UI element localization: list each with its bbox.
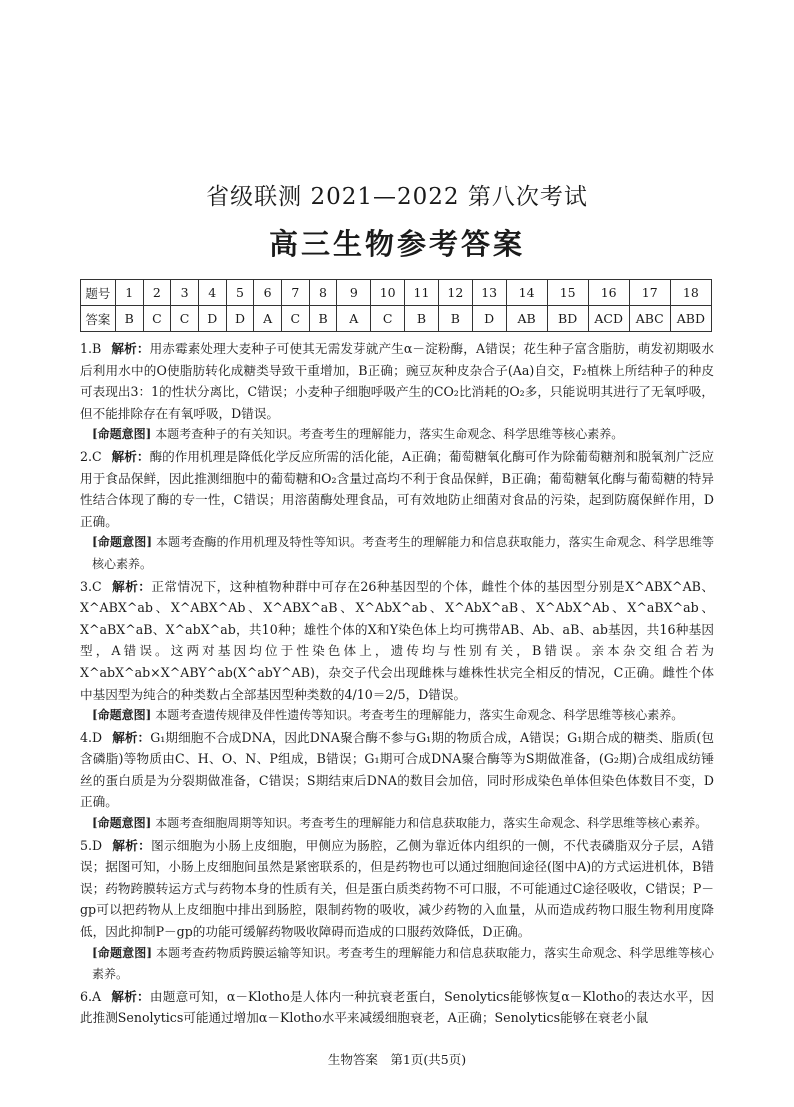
- answer-cell: B: [115, 306, 143, 332]
- question-number-cell: 3: [171, 280, 199, 306]
- question-answer-key: 2.C: [80, 448, 102, 464]
- question-number-cell: 12: [438, 280, 472, 306]
- intent-label: [命题意图]: [92, 816, 152, 831]
- intent-label: [命题意图]: [92, 708, 152, 723]
- question-explanation: [80, 446, 714, 532]
- question-explanation: [80, 576, 714, 706]
- answer-cell: B: [309, 306, 337, 332]
- question-number-cell: 15: [547, 280, 588, 306]
- question-number-cell: 11: [405, 280, 439, 306]
- question-answer-key: 5.D: [80, 837, 103, 853]
- question-number-cell: 4: [198, 280, 226, 306]
- row-label: 答案: [81, 306, 116, 332]
- answer-cell: B: [438, 306, 472, 332]
- question-number-cell: 9: [337, 280, 371, 306]
- answer-cell: ACD: [588, 306, 629, 332]
- question-answer-key: 1.B: [80, 341, 102, 356]
- question-answer-key: 6.A: [80, 988, 102, 1004]
- question-number-cell: 14: [506, 280, 547, 306]
- analysis-label: 解析：: [111, 578, 152, 594]
- question-answer-key: 4.D: [80, 729, 103, 745]
- question-intent: [80, 705, 714, 727]
- answer-cell: AB: [506, 306, 547, 332]
- question-intent: [80, 424, 714, 446]
- analysis-text: 酶的作用机理是降低化学反应所需的活化能，A正确；葡萄糖氧化酶可作为除葡萄糖剂和脱氧剂广泛应用于食品保鲜，因此推测细胞中的葡萄糖和O₂含量过高均不利于食品保鲜，B正确；葡萄糖氧化酶与葡萄糖的特异性结合体现了酶的专一性，C错误；用溶菌酶处理食品，可有效地防止细菌对食品的污染，起到防腐保鲜作用，D正确。: [80, 448, 714, 529]
- answer-cell: BD: [547, 306, 588, 332]
- intent-label: [命题意图]: [92, 535, 153, 550]
- answer-cell: A: [254, 306, 282, 332]
- analysis-text: 用赤霉素处理大麦种子可使其无需发芽就产生α－淀粉酶，A错误；花生种子富含脂肪，萌发初期吸水后利用水中的O使脂肪转化成糖类导致干重增加，B正确；豌豆灰种皮杂合子(Aa)自交，F₂植株上所结种子的种皮可表现出3：1的性状分离比，C错误；小麦种子细胞呼吸产生的CO₂比消耗的O₂多，只能说明其进行了无氧呼吸，但不能排除存在有氧呼吸，D错误。: [80, 341, 714, 421]
- document-title: 高三生物参考答案: [268, 227, 525, 261]
- intent-label: [命题意图]: [92, 427, 152, 442]
- answer-cell: D: [472, 306, 506, 332]
- answer-cell: D: [226, 306, 254, 332]
- question-number-cell: 18: [670, 280, 711, 306]
- analysis-label: 解析：: [111, 341, 150, 356]
- question-number-cell: 16: [588, 280, 629, 306]
- intent-text: 本题考查酶的作用机理及特性等知识。考查考生的理解能力和信息获取能力，落实生命观念、科学思维等核心素养。: [92, 535, 714, 571]
- question-explanation: [80, 727, 714, 813]
- question-number-cell: 2: [143, 280, 171, 306]
- analysis-text: 正常情况下，这种植物种群中可存在26种基因型的个体，雌性个体的基因型分别是X^ABX^AB、X^ABX^ab、X^ABX^Ab、X^ABX^aB、X^AbX^ab、X^AbX^aB、X^AbX^Ab、X^aBX^ab、X^aBX^aB、X^abX^ab，共10种；雄性个体的X和Y染色体上均可携带AB、Ab、aB、ab基因，共16种基因型，A错误。这两对基因均位于性染色体上，遗传均与性别有关，B错误。亲本杂交组合若为X^abX^ab×X^ABY^ab(X^abY^AB)，杂交子代会出现雌株与雄株性状完全相反的情况，C正确。雌性个体中基因型为纯合的种类数占全部基因型种类数的4/10＝2/5，D错误。: [80, 578, 715, 702]
- question-number-cell: 7: [282, 280, 310, 306]
- intent-text: 本题考查细胞周期等知识。考查考生的理解能力和信息获取能力，落实生命观念、科学思维等核心素养。: [155, 816, 708, 831]
- answer-cell: C: [143, 306, 171, 332]
- question-number-cell: 17: [629, 280, 670, 306]
- question-explanation: [80, 835, 714, 943]
- question-number-cell: 6: [254, 280, 282, 306]
- answer-table: [80, 279, 712, 332]
- question-number-cell: 10: [371, 280, 405, 306]
- intent-text: 本题考查遗传规律及伴性遗传等知识。考查考生的理解能力，落实生命观念、科学思维等核心素养。: [155, 708, 684, 723]
- intent-label: [命题意图]: [92, 945, 153, 960]
- answer-cell: C: [171, 306, 199, 332]
- analysis-label: 解析：: [112, 837, 152, 853]
- answer-explanations: [80, 338, 714, 1029]
- question-number-cell: 8: [309, 280, 337, 306]
- answer-cell: C: [282, 306, 310, 332]
- intent-text: 本题考查种子的有关知识。考查考生的理解能力，落实生命观念、科学思维等核心素养。: [155, 427, 624, 442]
- analysis-label: 解析：: [111, 988, 150, 1004]
- question-explanation: [80, 338, 714, 424]
- answer-cell: ABD: [670, 306, 711, 332]
- answer-row: [81, 306, 712, 332]
- question-number-cell: 5: [226, 280, 254, 306]
- answer-cell: D: [198, 306, 226, 332]
- question-answer-key: 3.C: [80, 578, 102, 594]
- analysis-label: 解析：: [112, 729, 151, 745]
- analysis-text: 图示细胞为小肠上皮细胞，甲侧应为肠腔，乙侧为靠近体内组织的一侧，不代表磷脂双分子层，A错误；据图可知，小肠上皮细胞间虽然是紧密联系的，但是药物也可以通过细胞间途径(图中A)的方式运进机体，B错误；药物跨膜转运方式与药物本身的性质有关，但是蛋白质类药物不可口服，不可能通过C途径吸收，C错误；P－gp可以把药物从上皮细胞中排出到肠腔，限制药物的吸收，减少药物的入血量，从而造成药物口服生物利用度降低，因此抑制P－gp的功能可缓解药物吸收障碍而造成的口服药效降低，D正确。: [80, 837, 714, 940]
- analysis-label: 解析：: [111, 448, 150, 464]
- question-explanation: [80, 986, 714, 1029]
- answer-cell: ABC: [629, 306, 670, 332]
- question-number-cell: 1: [115, 280, 143, 306]
- question-intent: [80, 943, 714, 986]
- exam-title: 省级联测 2021—2022 第八次考试: [206, 184, 588, 210]
- page-footer: 生物答案 第1页(共5页): [327, 1052, 467, 1067]
- question-number-row: [81, 280, 712, 306]
- answer-cell: C: [371, 306, 405, 332]
- question-intent: [80, 813, 714, 835]
- answer-cell: A: [337, 306, 371, 332]
- analysis-text: G₁期细胞不合成DNA，因此DNA聚合酶不参与G₁期的物质合成，A错误；G₁期合成的糖类、脂质(包含磷脂)等物质由C、H、O、N、P组成，B错误；G₁期可合成DNA聚合酶等为S期做准备，(G₂期)合成组成纺锤丝的蛋白质是为分裂期做准备，C错误；S期结束后DNA的数目会加倍，同时形成染色单体但染色体数目不变，D正确。: [80, 729, 714, 810]
- analysis-text: 由题意可知，α－Klotho是人体内一种抗衰老蛋白，Senolytics能够恢复α－Klotho的表达水平，因此推测Senolytics可能通过增加α－Klotho水平来减缓细胞衰老，A正确；Senolytics能够在衰老小鼠: [80, 988, 714, 1026]
- answer-cell: B: [405, 306, 439, 332]
- intent-text: 本题考查药物质跨膜运输等知识。考查考生的理解能力和信息获取能力，落实生命观念、科学思维等核心素养。: [92, 945, 714, 982]
- question-intent: [80, 532, 714, 575]
- question-number-cell: 13: [472, 280, 506, 306]
- row-label: 题号: [81, 280, 116, 306]
